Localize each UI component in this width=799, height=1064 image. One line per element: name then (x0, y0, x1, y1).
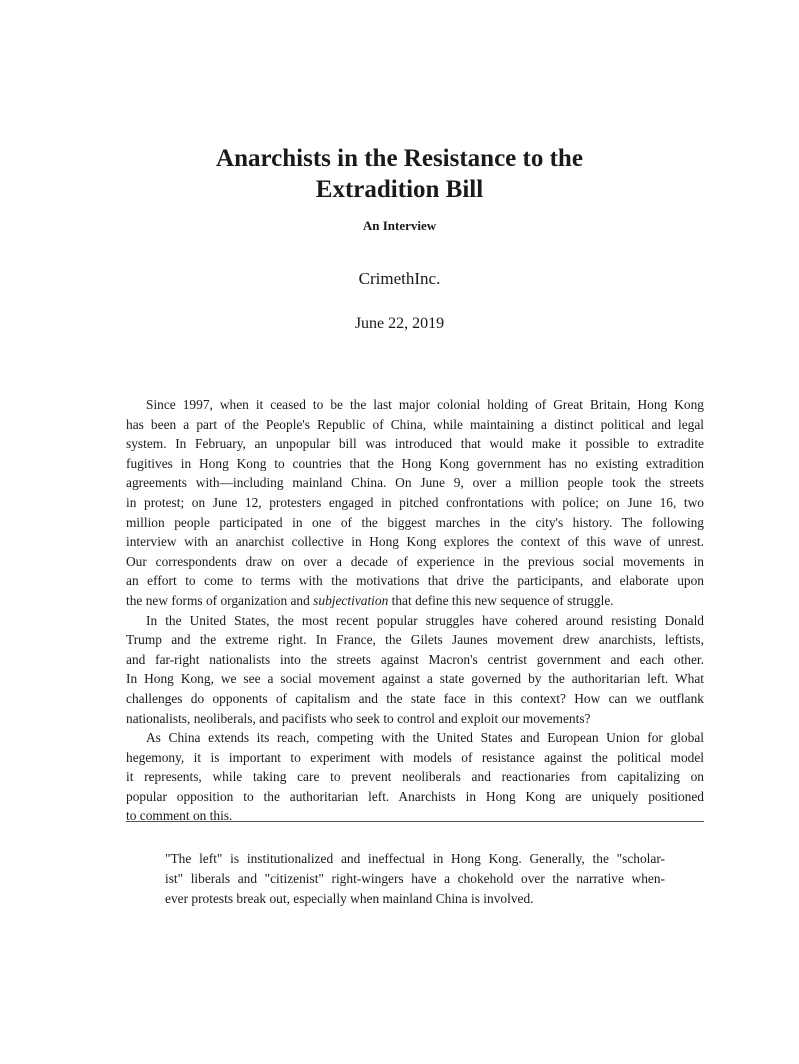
paragraph-line: Our correspondents draw on over a decade of experience in the previous social movements in (126, 553, 704, 569)
quote-line: ever protests break out, especially when mainland China is involved. (165, 891, 534, 906)
quote-line: ist" liberals and "citizenist" right-wingers have a chokehold over the narrative when- (165, 871, 665, 886)
paragraph-line: system. In February, an unpopular bill was introduced that would make it possible to extradite (126, 436, 704, 452)
paragraph-line: and far-right nationalists into the streets against Macron's centrist government and each other. (126, 651, 704, 667)
quote-line: "The left" is institutionalized and ineffectual in Hong Kong. Generally, the "scholar- (165, 851, 665, 866)
paragraph-line: in protest; on June 12, protesters engaged in pitched confrontations with police; on June 16, two (126, 494, 704, 510)
paragraph-line: Since 1997, when it ceased to be the last major colonial holding of Great Britain, Hong Kong (146, 397, 704, 412)
paragraph-line: to comment on this. (126, 808, 233, 824)
paragraph (126, 395, 704, 611)
title-line: Anarchists in the Resistance to the (216, 145, 583, 172)
paragraph-line: has been a part of the People's Republic of China, while maintaining a distinct political and legal (126, 416, 704, 432)
document-title (0, 143, 799, 205)
paragraph-line: In the United States, the most recent popular struggles have cohered around resisting Donald (146, 612, 704, 628)
document-body (126, 395, 704, 826)
document-subtitle: An Interview (362, 218, 437, 233)
paragraph-line: hegemony, it is important to experiment with models of resistance against the political model (126, 749, 704, 765)
paragraph-line: As China extends its reach, competing with the United States and European Union for global (146, 730, 704, 746)
paragraph-line: agreements with—including mainland China. On June 9, over a million people took the streets (126, 475, 704, 491)
paragraph-line: interview with an anarchist collective in Hong Kong explores the context of this wave of unrest. (126, 534, 704, 550)
paragraph-line: an effort to come to terms with the motivations that drive the participants, and elaborate upon (126, 573, 704, 589)
section-divider (126, 821, 704, 822)
paragraph-line: challenges do opponents of capitalism and the state face in this context? How can we outflank (126, 690, 704, 706)
paragraph-line: nationalists, neoliberals, and pacifists who seek to control and exploit our movements? (126, 710, 591, 726)
paragraph-line: In Hong Kong, we see a social movement against a state governed by the authoritarian left. What (126, 671, 704, 687)
line-segment: the new forms of organization and (126, 592, 314, 608)
document-author: CrimethInc. (358, 269, 441, 288)
paragraph-line: million people participated in one of the biggest marches in the city's history. The following (126, 514, 704, 530)
paragraph (126, 728, 704, 826)
paragraph-line: popular opposition to the authoritarian left. Anarchists in Hong Kong are uniquely positioned (126, 788, 704, 804)
paragraph-line: Trump and the extreme right. In France, the Gilets Jaunes movement drew anarchists, leftists, (126, 632, 704, 648)
block-quote (165, 849, 665, 909)
emphasized-term: subjectivation (313, 592, 389, 608)
paragraph (126, 611, 704, 729)
line-segment: that define this new sequence of struggle. (388, 592, 614, 608)
paragraph-line: fugitives in Hong Kong to countries that the Hong Kong government has no existing extradition (126, 455, 704, 471)
paragraph-line (126, 591, 704, 611)
paragraph-line: it represents, while taking care to prevent neoliberals and reactionaries from capitalizing on (126, 769, 704, 785)
document-date: June 22, 2019 (354, 315, 445, 332)
title-line: Extradition Bill (315, 176, 484, 203)
